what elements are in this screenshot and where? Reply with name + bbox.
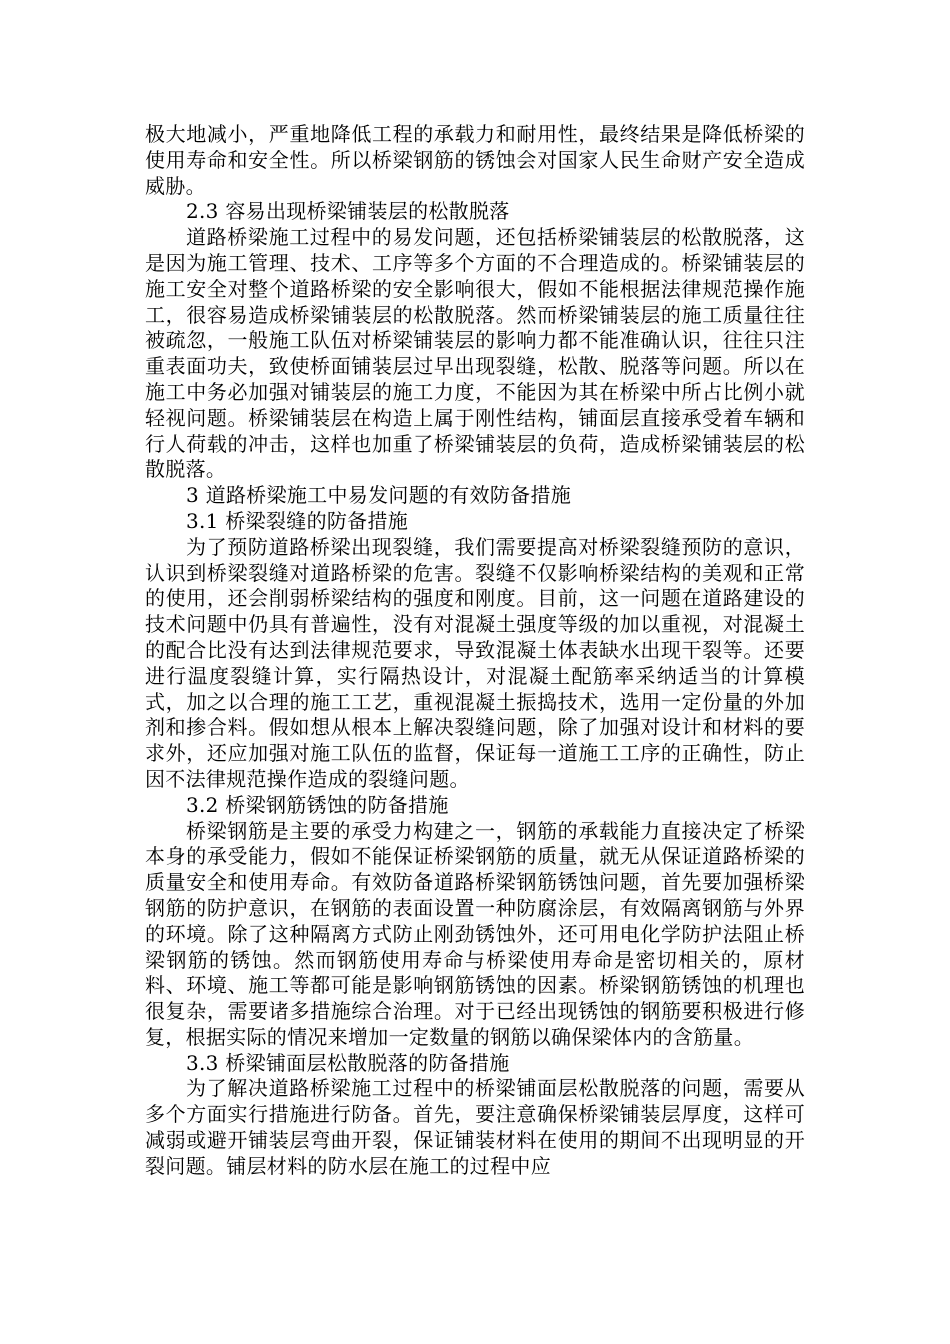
- subsection-heading: 3.1 桥梁裂缝的防备措施: [186, 508, 409, 533]
- section-heading: 3 道路桥梁施工中易发问题的有效防备措施: [186, 483, 572, 508]
- body-paragraph: 为了解决道路桥梁施工过程中的桥梁铺面层松散脱落的问题，需要从多个方面实行措施进行防备。首先，要注意确保桥梁铺装层厚度，这样可减弱或避开铺装层弯曲开裂，保证铺装材料在使用的期间不出现明显的开裂问题。铺层材料的防水层在施工的过程中应: [145, 1076, 805, 1178]
- section-heading: 2.3 容易出现桥梁铺装层的松散脱落: [186, 199, 510, 224]
- body-paragraph: 为了预防道路桥梁出现裂缝，我们需要提高对桥梁裂缝预防的意识，认识到桥梁裂缝对道路桥梁的危害。裂缝不仅影响桥梁结构的美观和正常的使用，还会削弱桥梁结构的强度和刚度。目前，这一问题在道路建设的技术问题中仍具有普遍性，没有对混凝土强度等级的加以重视，对混凝土的配合比没有达到法律规范要求，导致混凝土体表缺水出现干裂等。还要进行温度裂缝计算，实行隔热设计，对混凝土配筋率采纳适当的计算模式，加之以合理的施工工艺，重视混凝土振捣技术，选用一定份量的外加剂和掺合料。假如想从根本上解决裂缝问题，除了加强对设计和材料的要求外，还应加强对施工队伍的监督，保证每一道施工工序的正确性，防止因不法律规范操作造成的裂缝问题。: [145, 534, 805, 791]
- document-body: [145, 122, 805, 1180]
- subsection-heading: 3.2 桥梁钢筋锈蚀的防备措施: [186, 792, 449, 817]
- body-paragraph: 道路桥梁施工过程中的易发问题，还包括桥梁铺装层的松散脱落，这是因为施工管理、技术、工序等多个方面的不合理造成的。桥梁铺装层的施工安全对整个道路桥梁的安全影响很大，假如不能根据法律规范操作施工，很容易造成桥梁铺装层的松散脱落。然而桥梁铺装层的施工质量往往被疏忽，一般施工队伍对桥梁铺装层的影响力都不能准确认识，往往只注重表面功夫，致使桥面铺装层过早出现裂缝，松散、脱落等问题。所以在施工中务必加强对铺装层的施工力度，不能因为其在桥梁中所占比例小就轻视问题。桥梁铺装层在构造上属于刚性结构，铺面层直接承受着车辆和行人荷载的冲击，这样也加重了桥梁铺装层的负荷，造成桥梁铺装层的松散脱落。: [145, 225, 805, 482]
- body-paragraph: 桥梁钢筋是主要的承受力构建之一，钢筋的承载能力直接决定了桥梁本身的承受能力，假如不能保证桥梁钢筋的质量，就无从保证道路桥梁的质量安全和使用寿命。有效防备道路桥梁钢筋锈蚀问题，首先要加强桥梁钢筋的防护意识，在钢筋的表面设置一种防腐涂层，有效隔离钢筋与外界的环境。除了这种隔离方式防止刚劲锈蚀外，还可用电化学防护法阻止桥梁钢筋的锈蚀。然而钢筋使用寿命与桥梁使用寿命是密切相关的，原材料、环境、施工等都可能是影响钢筋锈蚀的因素。桥梁钢筋锈蚀的机理也很复杂，需要诸多措施综合治理。对于已经出现锈蚀的钢筋要积极进行修复，根据实际的情况来增加一定数量的钢筋以确保梁体内的含筋量。: [145, 818, 805, 1049]
- subsection-heading: 3.3 桥梁铺面层松散脱落的防备措施: [186, 1050, 510, 1075]
- body-paragraph: 极大地减小，严重地降低工程的承载力和耐用性，最终结果是降低桥梁的使用寿命和安全性。所以桥梁钢筋的锈蚀会对国家人民生命财产安全造成威胁。: [145, 122, 805, 198]
